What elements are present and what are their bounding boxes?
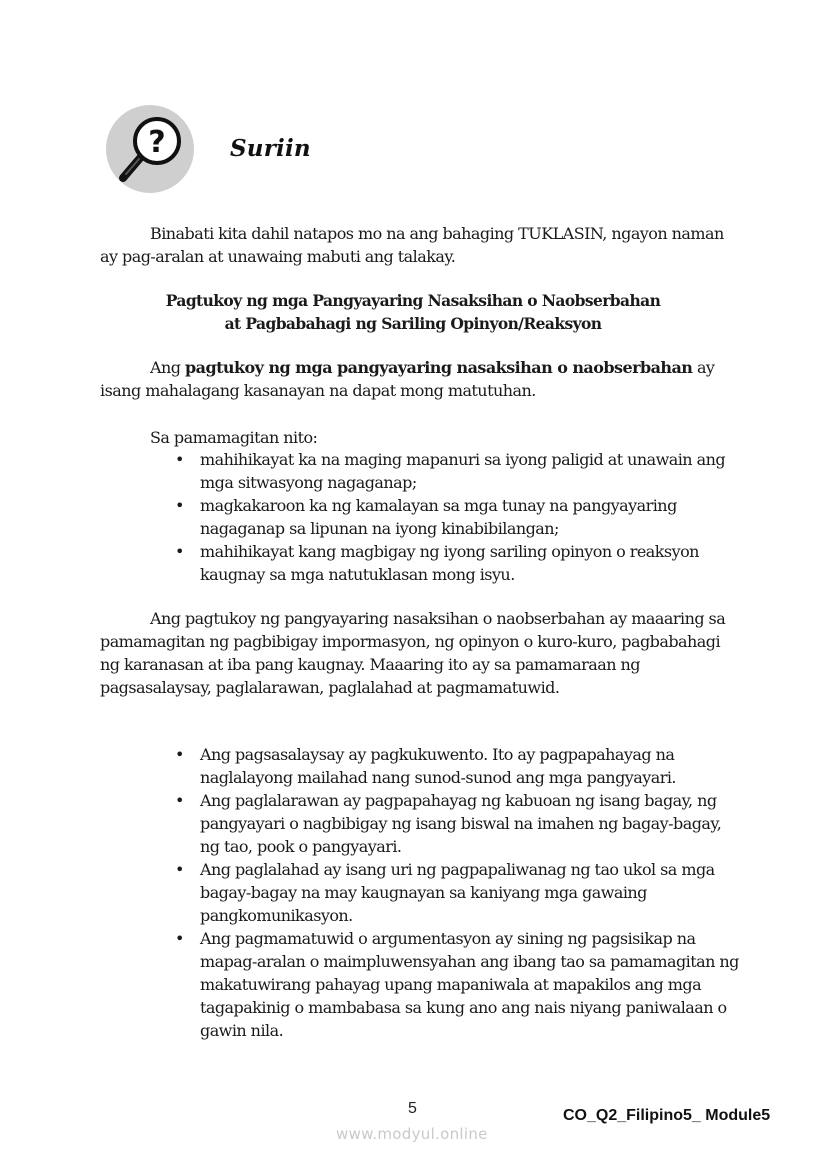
- subheading-line-1: Pagtukoy ng mga Pangyayaring Nasaksihan o Naobserbahan: [165, 291, 661, 310]
- module-code: CO_Q2_Filipino5_ Module5: [563, 1107, 771, 1124]
- magnifying-glass-question-icon: [106, 105, 194, 193]
- list-item: [100, 789, 740, 858]
- bullet-icon: •: [175, 542, 184, 561]
- list-item: [100, 927, 740, 1042]
- bullet-icon: •: [175, 860, 184, 879]
- benefits-list: [100, 448, 740, 586]
- definition-term: pagtukoy ng mga pangyayaring nasaksihan o naobserbahan: [185, 358, 693, 377]
- list-item-text: Ang pagmamatuwid o argumentasyon ay sining ng pagsisikap na mapag-aralan o maimpluwensyahan ang ibang tao sa pamamagitan ng makatuwirang pahayag upang mapaniwala at mapakilos ang mga tagapakinig o mambabasa sa kung ano ang nais niyang paniwalaan o gawin nila.: [200, 929, 739, 1040]
- subheading-line-2: at Pagbabahagi ng Sariling Opinyon/Reaksyon: [224, 314, 602, 333]
- benefits-lead: Sa pamamagitan nito:: [150, 428, 318, 447]
- bullet-icon: •: [175, 929, 184, 948]
- list-item-text: mahihikayat ka na maging mapanuri sa iyong paligid at unawain ang mga sitwasyong nagaganap;: [200, 450, 726, 492]
- page-number: 5: [408, 1100, 417, 1117]
- bullet-icon: •: [175, 450, 184, 469]
- list-item: [100, 540, 740, 586]
- definition-prefix: Ang: [150, 358, 185, 377]
- list-item: [100, 743, 740, 789]
- definition-paragraph: [100, 356, 740, 402]
- lesson-subheading: [100, 289, 726, 335]
- list-item-text: Ang paglalarawan ay pagpapahayag ng kabuoan ng isang bagay, ng pangyayari o nagbibigay ng isang biswal na imahen ng bagay-bagay, ng tao, pook o pangyayari.: [200, 791, 722, 856]
- definition-suffix: ay isang mahalagang kasanayan na dapat mong matutuhan.: [100, 358, 715, 400]
- list-item-text: Ang paglalahad ay isang uri ng pagpapaliwanag ng tao ukol sa mga bagay-bagay na may kaugnayan sa kaniyang mga gawaing pangkomunikasyon.: [200, 860, 715, 925]
- bullet-icon: •: [175, 496, 184, 515]
- intro-paragraph: Binabati kita dahil natapos mo na ang bahaging TUKLASIN, ngayon naman ay pag-aralan at unawaing mabuti ang talakay.: [100, 224, 724, 266]
- list-item-text: mahihikayat kang magbigay ng iyong sariling opinyon o reaksyon kaugnay sa mga natutuklasan mong isyu.: [200, 542, 699, 584]
- bullet-icon: •: [175, 745, 184, 764]
- list-item: [100, 448, 740, 494]
- list-item: [100, 494, 740, 540]
- bullet-icon: •: [175, 791, 184, 810]
- list-item-text: Ang pagsasalaysay ay pagkukuwento. Ito ay pagpapahayag na naglalayong mailahad nang sunod-sunod ang mga pangyayari.: [200, 745, 676, 787]
- methods-paragraph: Ang pagtukoy ng pangyayaring nasaksihan o naobserbahan ay maaaring sa pamamagitan ng pagbibigay impormasyon, ng opinyon o kuro-kuro, pagbabahagi ng karanasan at iba pang kaugnay. Maaaring ito ay sa pamamaraan ng pagsasalaysay, paglalarawan, paglalahad at pagmamatuwid.: [100, 609, 726, 697]
- watermark: www.modyul.online: [336, 1125, 488, 1143]
- methods-list: [100, 743, 740, 1042]
- section-title: Suriin: [230, 135, 311, 162]
- list-item-text: magkakaroon ka ng kamalayan sa mga tunay na pangyayaring nagaganap sa lipunan na iyong kinabibilangan;: [200, 496, 677, 538]
- svg-text:?: ?: [148, 125, 166, 160]
- list-item: [100, 858, 740, 927]
